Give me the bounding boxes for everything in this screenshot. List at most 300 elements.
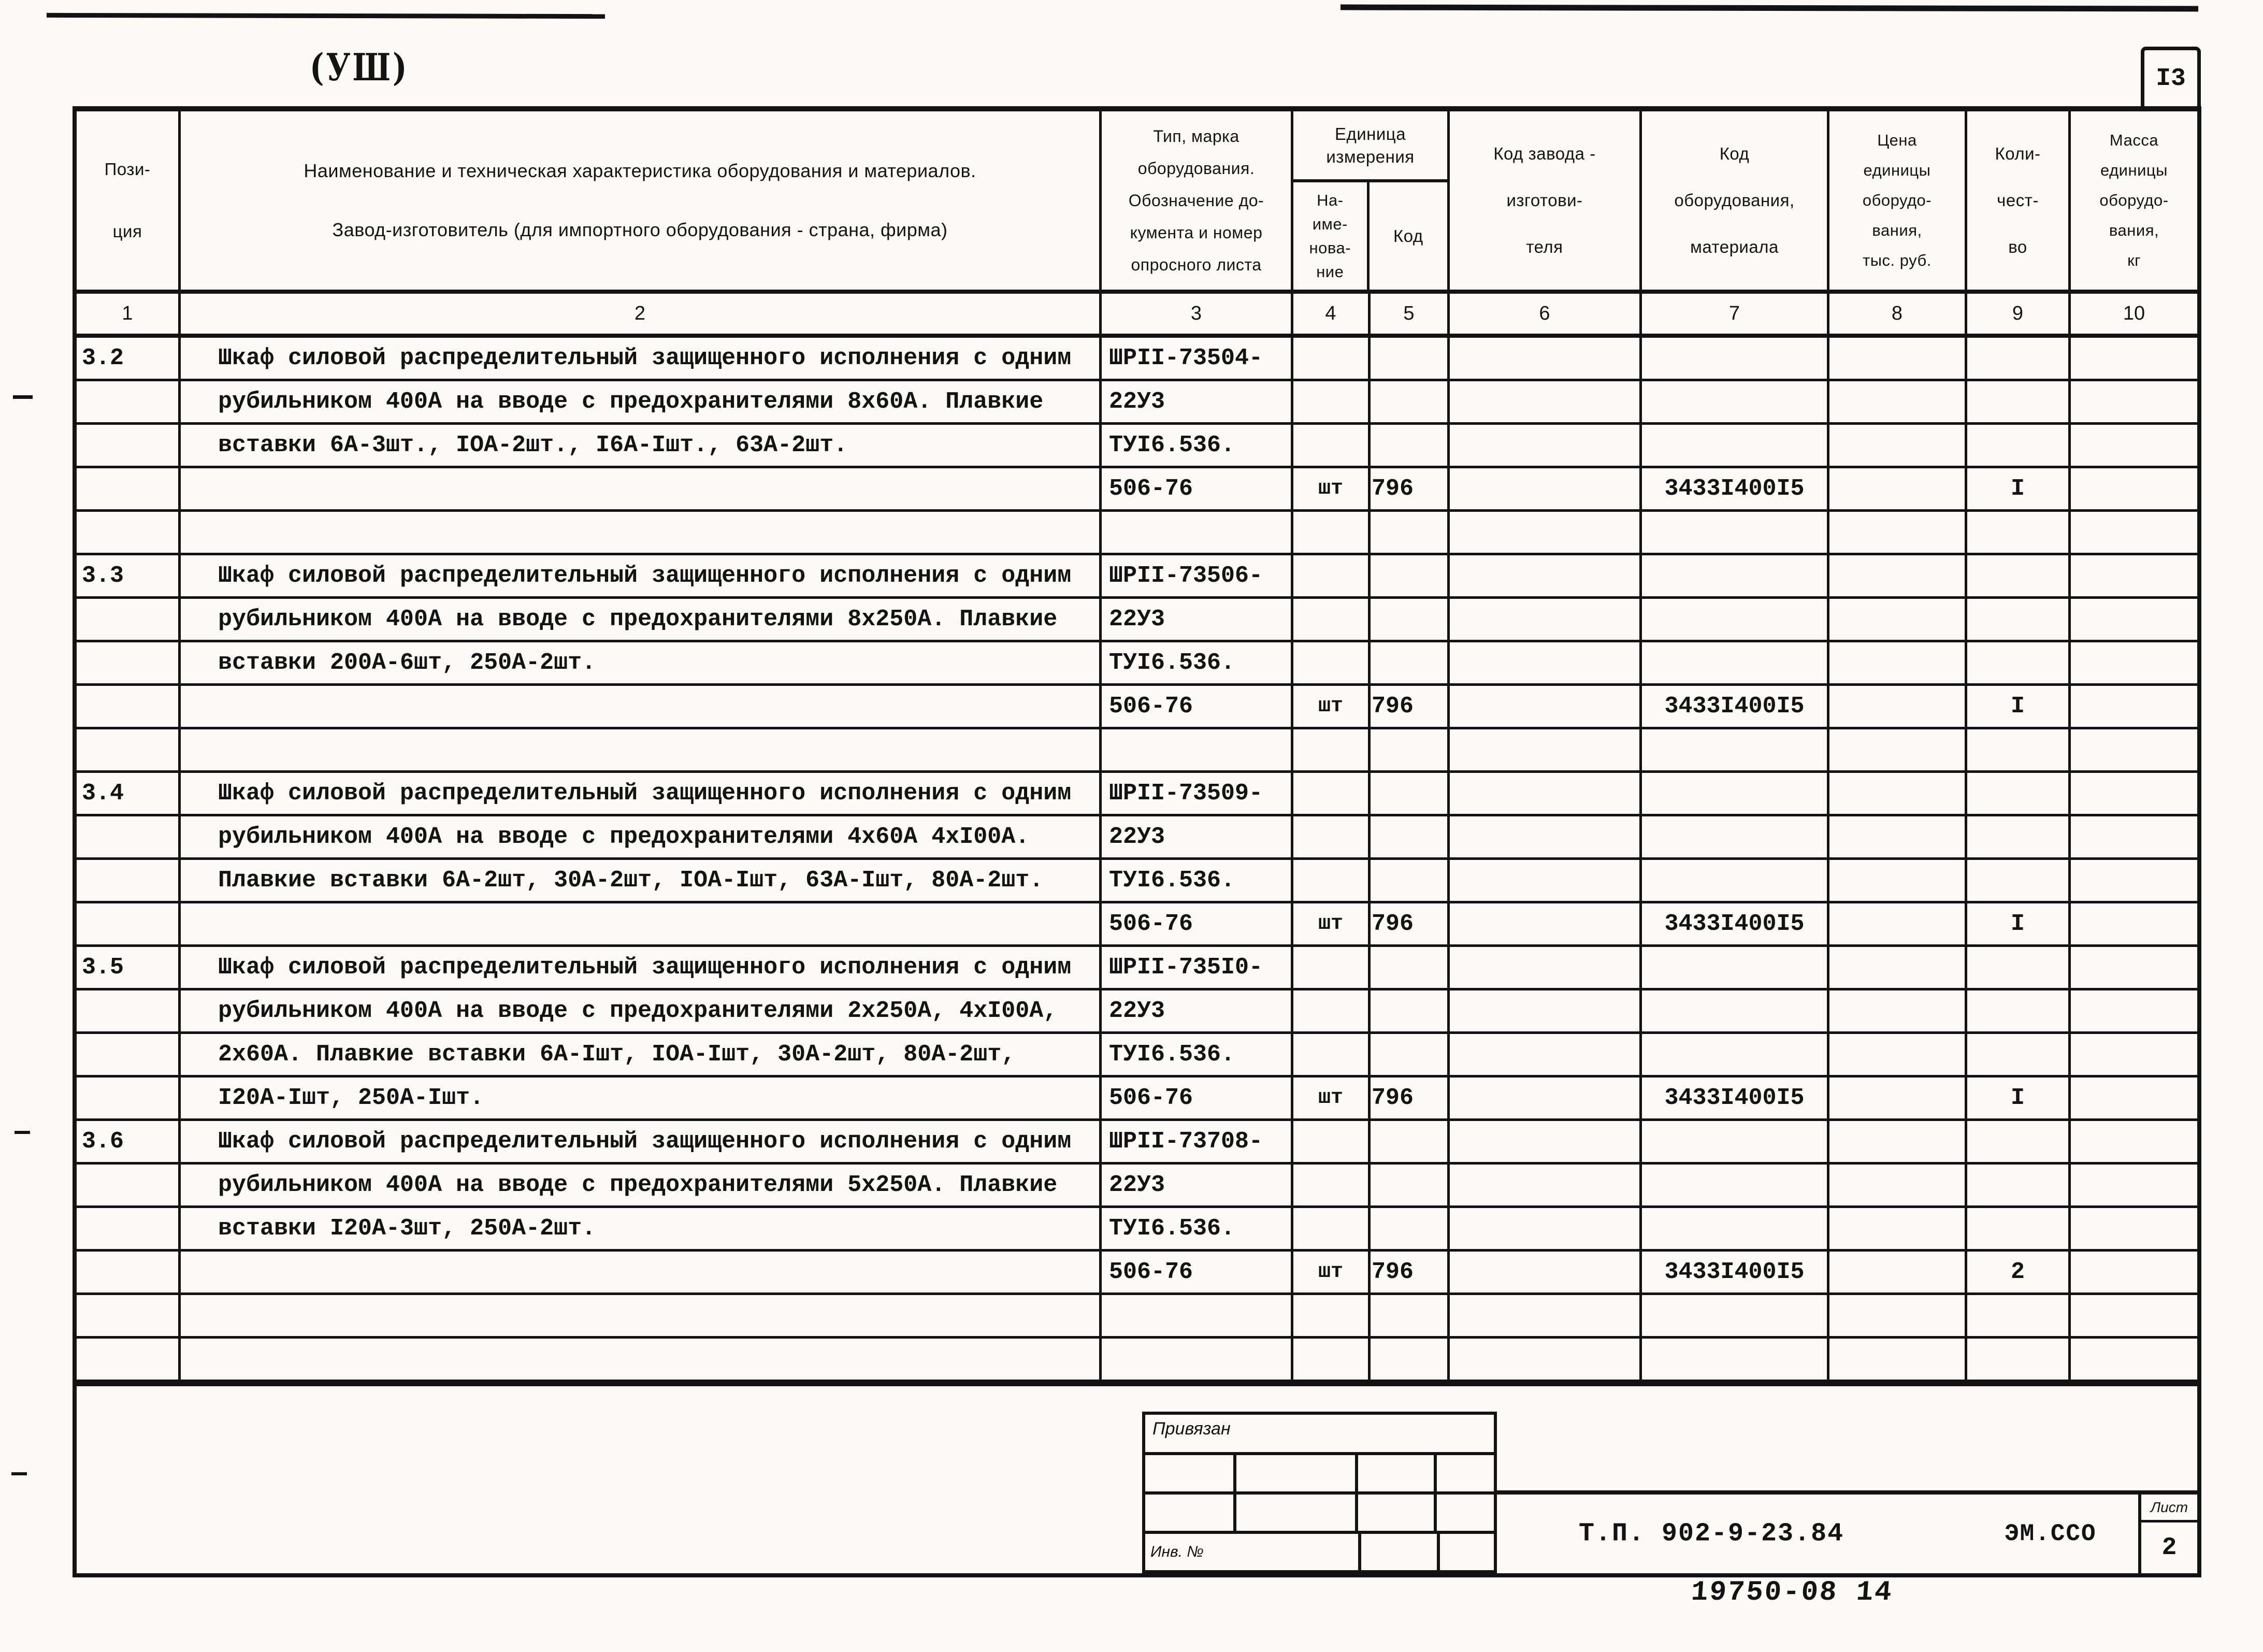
- mass-cell: [2071, 773, 2197, 814]
- column-number: 8: [1829, 294, 1967, 334]
- pos-cell: [77, 990, 181, 1031]
- unit-name-cell: [1293, 599, 1371, 640]
- table-row: [77, 1121, 2197, 1165]
- qty-cell: [1967, 425, 2071, 466]
- equip-code-cell: [1642, 947, 1829, 988]
- column-number: 6: [1450, 294, 1642, 334]
- unit-code-cell: [1371, 990, 1450, 1031]
- name-cell: рубильником 400А на вводе с предохранителями 2х250А, 4хI00А,: [181, 990, 1102, 1031]
- type-cell: [1102, 1339, 1293, 1380]
- price-cell: [1829, 729, 1967, 770]
- type-cell: ТУI6.536.: [1102, 425, 1293, 466]
- plant-code-cell: [1450, 512, 1642, 553]
- table-row: [77, 381, 2197, 425]
- name-cell: [181, 1339, 1102, 1380]
- equip-code-cell: [1642, 1034, 1829, 1075]
- mass-cell: [2071, 1078, 2197, 1118]
- mass-cell: [2071, 816, 2197, 857]
- price-cell: [1829, 773, 1967, 814]
- unit-code-cell: [1371, 1034, 1450, 1075]
- unit-name-cell: [1293, 512, 1371, 553]
- equipment-specification-table: [73, 106, 2201, 1577]
- name-cell: [181, 1295, 1102, 1336]
- type-cell: [1102, 512, 1293, 553]
- qty-cell: [1967, 338, 2071, 379]
- mass-cell: [2071, 903, 2197, 944]
- mass-cell: [2071, 1034, 2197, 1075]
- type-cell: ШРII-73708-: [1102, 1121, 1293, 1162]
- unit-name-cell: [1293, 729, 1371, 770]
- unit-name-cell: [1293, 816, 1371, 857]
- price-cell: [1829, 1339, 1967, 1380]
- equip-code-cell: [1642, 338, 1829, 379]
- price-cell: [1829, 1295, 1967, 1336]
- table-row: [77, 1208, 2197, 1252]
- plant-code-cell: [1450, 816, 1642, 857]
- equip-code-cell: 3433I400I5: [1642, 1252, 1829, 1292]
- equip-code-cell: [1642, 1339, 1829, 1380]
- unit-name-cell: [1293, 642, 1371, 683]
- unit-code-cell: [1371, 599, 1450, 640]
- header-unit-mass: Масса единицы оборудо- вания, кг: [2099, 131, 2169, 269]
- archive-stamp: 19750-08 14: [1690, 1577, 1894, 1608]
- plant-code-cell: [1450, 1165, 1642, 1205]
- page-number: I3: [2156, 65, 2186, 93]
- top-right-rule: [1340, 5, 2198, 12]
- price-cell: [1829, 1252, 1967, 1292]
- price-cell: [1829, 1034, 1967, 1075]
- type-cell: ШРII-73509-: [1102, 773, 1293, 814]
- pos-cell: 3.4: [77, 773, 181, 814]
- mass-cell: [2071, 512, 2197, 553]
- type-cell: 22У3: [1102, 599, 1293, 640]
- column-number: 2: [181, 294, 1102, 334]
- qty-cell: [1967, 1339, 2071, 1380]
- plant-code-cell: [1450, 729, 1642, 770]
- pos-cell: 3.2: [77, 338, 181, 379]
- attachment-grid-row: [1145, 1455, 1494, 1495]
- pos-cell: [77, 1295, 181, 1336]
- unit-name-cell: [1293, 947, 1371, 988]
- qty-cell: [1967, 381, 2071, 422]
- unit-name-cell: шт: [1293, 903, 1371, 944]
- price-cell: [1829, 860, 1967, 901]
- type-cell: 506-76: [1102, 468, 1293, 509]
- equip-code-cell: [1642, 860, 1829, 901]
- equip-code-cell: [1642, 1295, 1829, 1336]
- table-row: [77, 338, 2197, 381]
- unit-code-cell: [1371, 512, 1450, 553]
- unit-code-cell: [1371, 773, 1450, 814]
- top-left-rule: [47, 13, 605, 19]
- unit-code-cell: [1371, 860, 1450, 901]
- pos-cell: [77, 860, 181, 901]
- type-cell: ШРII-73506-: [1102, 555, 1293, 596]
- plant-code-cell: [1450, 1208, 1642, 1249]
- unit-name-cell: [1293, 425, 1371, 466]
- table-row: [77, 990, 2197, 1034]
- plant-code-cell: [1450, 468, 1642, 509]
- name-cell: [181, 468, 1102, 509]
- column-number: 9: [1967, 294, 2071, 334]
- type-cell: ШРII-735I0-: [1102, 947, 1293, 988]
- unit-code-cell: [1371, 338, 1450, 379]
- mass-cell: [2071, 555, 2197, 596]
- table-header-row: [77, 111, 2197, 294]
- unit-code-cell: [1371, 1121, 1450, 1162]
- header-quantity: Коли- чест- во: [1967, 111, 2071, 290]
- title-block-zone: [77, 1382, 2197, 1573]
- pos-cell: 3.3: [77, 555, 181, 596]
- price-cell: [1829, 990, 1967, 1031]
- mass-cell: [2071, 1252, 2197, 1292]
- pos-cell: [77, 425, 181, 466]
- equip-code-cell: [1642, 773, 1829, 814]
- price-cell: [1829, 555, 1967, 596]
- plant-code-cell: [1450, 599, 1642, 640]
- price-cell: [1829, 642, 1967, 683]
- plant-code-cell: [1450, 425, 1642, 466]
- name-cell: Шкаф силовой распределительный защищенного исполнения с одним: [181, 555, 1102, 596]
- mass-cell: [2071, 1339, 2197, 1380]
- name-cell: I20А-Iшт, 250А-Iшт.: [181, 1078, 1102, 1118]
- equip-code-cell: [1642, 1121, 1829, 1162]
- mass-cell: [2071, 1121, 2197, 1162]
- qty-cell: [1967, 599, 2071, 640]
- plant-code-cell: [1450, 990, 1642, 1031]
- equip-code-cell: 3433I400I5: [1642, 903, 1829, 944]
- equip-code-cell: [1642, 1165, 1829, 1205]
- table-row: [77, 1252, 2197, 1295]
- qty-cell: [1967, 990, 2071, 1031]
- price-cell: [1829, 425, 1967, 466]
- mass-cell: [2071, 1208, 2197, 1249]
- mass-cell: [2071, 338, 2197, 379]
- margin-mark: [11, 1472, 27, 1475]
- header-unit-name: На- име- нова- ние: [1293, 182, 1370, 290]
- unit-code-cell: [1371, 381, 1450, 422]
- table-row: [77, 686, 2197, 729]
- plant-code-cell: [1450, 1339, 1642, 1380]
- pos-cell: [77, 381, 181, 422]
- header-name: Наименование и техническая характеристика оборудования и материалов. Завод-изготовитель (для импортного оборудования - страна, фирма): [181, 111, 1102, 290]
- unit-name-cell: [1293, 1165, 1371, 1205]
- attachment-grid-row: [1145, 1534, 1494, 1570]
- unit-code-cell: 796: [1371, 468, 1450, 509]
- price-cell: [1829, 468, 1967, 509]
- unit-code-cell: [1371, 555, 1450, 596]
- column-number: 10: [2123, 303, 2145, 324]
- column-number: 4: [1293, 294, 1371, 334]
- table-row: [77, 947, 2197, 990]
- qty-cell: [1967, 1165, 2071, 1205]
- name-cell: Шкаф силовой распределительный защищенного исполнения с одним: [181, 947, 1102, 988]
- pos-cell: [77, 816, 181, 857]
- qty-cell: [1967, 642, 2071, 683]
- table-row: [77, 555, 2197, 599]
- unit-code-cell: [1371, 816, 1450, 857]
- name-cell: вставки 200А-6шт, 250А-2шт.: [181, 642, 1102, 683]
- pos-cell: [77, 1208, 181, 1249]
- pos-cell: [77, 468, 181, 509]
- mass-cell: [2071, 729, 2197, 770]
- equip-code-cell: [1642, 990, 1829, 1031]
- table-row: [77, 1295, 2197, 1339]
- price-cell: [1829, 686, 1967, 727]
- attachment-grid-row: [1145, 1495, 1494, 1534]
- mass-cell: [2071, 468, 2197, 509]
- name-cell: [181, 729, 1102, 770]
- unit-code-cell: [1371, 1339, 1450, 1380]
- price-cell: [1829, 338, 1967, 379]
- type-cell: 22У3: [1102, 381, 1293, 422]
- header-plant-code: Код завода - изготови- теля: [1450, 111, 1642, 290]
- price-cell: [1829, 947, 1967, 988]
- equip-code-cell: [1642, 512, 1829, 553]
- equip-code-cell: [1642, 599, 1829, 640]
- qty-cell: I: [1967, 1078, 2071, 1118]
- unit-code-cell: [1371, 1165, 1450, 1205]
- qty-cell: [1967, 860, 2071, 901]
- name-cell: Шкаф силовой распределительный защищенного исполнения с одним: [181, 338, 1102, 379]
- table-row: [77, 1078, 2197, 1121]
- table-row: [77, 512, 2197, 555]
- header-position: Пози- ция: [77, 111, 181, 290]
- mass-cell: [2071, 686, 2197, 727]
- unit-code-cell: 796: [1371, 1078, 1450, 1118]
- unit-name-cell: шт: [1293, 686, 1371, 727]
- equip-code-cell: 3433I400I5: [1642, 1078, 1829, 1118]
- plant-code-cell: [1450, 1121, 1642, 1162]
- type-cell: ТУI6.536.: [1102, 642, 1293, 683]
- name-cell: [181, 903, 1102, 944]
- qty-cell: 2: [1967, 1252, 2071, 1292]
- price-cell: [1829, 1121, 1967, 1162]
- attachment-block: [1142, 1412, 1497, 1573]
- unit-code-cell: [1371, 642, 1450, 683]
- price-cell: [1829, 903, 1967, 944]
- plant-code-cell: [1450, 860, 1642, 901]
- plant-code-cell: [1450, 642, 1642, 683]
- plant-code-cell: [1450, 1295, 1642, 1336]
- pos-cell: 3.6: [77, 1121, 181, 1162]
- type-cell: [1102, 1295, 1293, 1336]
- document-code: Т.П. 902-9-23.84: [1579, 1519, 1844, 1549]
- name-cell: Плавкие вставки 6А-2шт, 30А-2шт, IОА-Iшт, 63А-Iшт, 80А-2шт.: [181, 860, 1102, 901]
- unit-name-cell: [1293, 1339, 1371, 1380]
- qty-cell: [1967, 1208, 2071, 1249]
- plant-code-cell: [1450, 1078, 1642, 1118]
- mass-cell: [2071, 642, 2197, 683]
- qty-cell: [1967, 512, 2071, 553]
- unit-code-cell: [1371, 425, 1450, 466]
- unit-name-cell: шт: [1293, 468, 1371, 509]
- name-cell: рубильником 400А на вводе с предохранителями 5х250А. Плавкие: [181, 1165, 1102, 1205]
- column-number: 3: [1102, 294, 1293, 334]
- plant-code-cell: [1450, 903, 1642, 944]
- equip-code-cell: [1642, 381, 1829, 422]
- mass-cell: [2071, 947, 2197, 988]
- equip-code-cell: 3433I400I5: [1642, 468, 1829, 509]
- table-row: [77, 860, 2197, 903]
- column-number: 7: [1642, 294, 1829, 334]
- unit-name-cell: [1293, 1121, 1371, 1162]
- equip-code-cell: [1642, 729, 1829, 770]
- pos-cell: [77, 903, 181, 944]
- name-cell: Шкаф силовой распределительный защищенного исполнения с одним: [181, 773, 1102, 814]
- margin-mark: [13, 395, 33, 399]
- equip-code-cell: [1642, 642, 1829, 683]
- price-cell: [1829, 599, 1967, 640]
- type-cell: 506-76: [1102, 903, 1293, 944]
- column-numbers-row: [77, 294, 2197, 338]
- type-cell: ТУI6.536.: [1102, 860, 1293, 901]
- pos-cell: [77, 642, 181, 683]
- title-band: [1497, 1490, 2197, 1573]
- page-number-box: [2141, 47, 2201, 111]
- table-row: [77, 1339, 2197, 1382]
- unit-name-cell: [1293, 860, 1371, 901]
- qty-cell: I: [1967, 903, 2071, 944]
- pos-cell: [77, 512, 181, 553]
- price-cell: [1829, 1208, 1967, 1249]
- header-unit-code: Код: [1393, 226, 1423, 246]
- type-cell: 506-76: [1102, 1252, 1293, 1292]
- pos-cell: [77, 1339, 181, 1380]
- equip-code-cell: [1642, 816, 1829, 857]
- unit-code-cell: [1371, 947, 1450, 988]
- unit-name-cell: [1293, 990, 1371, 1031]
- table-row: [77, 642, 2197, 686]
- table-row: [77, 729, 2197, 773]
- price-cell: [1829, 1078, 1967, 1118]
- unit-name-cell: [1293, 773, 1371, 814]
- name-cell: рубильником 400А на вводе с предохранителями 8х250А. Плавкие: [181, 599, 1102, 640]
- name-cell: [181, 1252, 1102, 1292]
- plant-code-cell: [1450, 555, 1642, 596]
- type-cell: 506-76: [1102, 686, 1293, 727]
- unit-name-cell: [1293, 1034, 1371, 1075]
- price-cell: [1829, 512, 1967, 553]
- equip-code-cell: 3433I400I5: [1642, 686, 1829, 727]
- qty-cell: [1967, 1121, 2071, 1162]
- plant-code-cell: [1450, 686, 1642, 727]
- qty-cell: I: [1967, 468, 2071, 509]
- name-cell: [181, 512, 1102, 553]
- unit-name-cell: [1293, 555, 1371, 596]
- column-number: 1: [77, 294, 181, 334]
- pos-cell: [77, 599, 181, 640]
- header-unit-price: Цена единицы оборудо- вания, тыс. руб.: [1829, 111, 1967, 290]
- pos-cell: [77, 1252, 181, 1292]
- pos-cell: [77, 729, 181, 770]
- column-number: 5: [1371, 294, 1450, 334]
- pos-cell: [77, 1078, 181, 1118]
- equip-code-cell: [1642, 425, 1829, 466]
- type-cell: 506-76: [1102, 1078, 1293, 1118]
- sheet-number: 2: [2161, 1534, 2177, 1562]
- unit-code-cell: [1371, 729, 1450, 770]
- pos-cell: 3.5: [77, 947, 181, 988]
- unit-code-cell: 796: [1371, 1252, 1450, 1292]
- sheet-box: [2138, 1495, 2197, 1573]
- table-row: [77, 468, 2197, 512]
- name-cell: 2х60А. Плавкие вставки 6А-Iшт, IОА-Iшт, 30А-2шт, 80А-2шт,: [181, 1034, 1102, 1075]
- mass-cell: [2071, 425, 2197, 466]
- header-type-mark: Тип, марка оборудования. Обозначение до- кумента и номер опросного листа: [1102, 111, 1293, 290]
- unit-name-cell: шт: [1293, 1252, 1371, 1292]
- sheet-label: Лист: [2141, 1495, 2197, 1522]
- name-cell: рубильником 400А на вводе с предохранителями 4х60А 4хI00А.: [181, 816, 1102, 857]
- type-cell: ТУI6.536.: [1102, 1208, 1293, 1249]
- plant-code-cell: [1450, 773, 1642, 814]
- type-cell: ТУI6.536.: [1102, 1034, 1293, 1075]
- mass-cell: [2071, 990, 2197, 1031]
- inventory-number-label: Инв. №: [1145, 1534, 1361, 1570]
- pos-cell: [77, 686, 181, 727]
- name-cell: вставки 6А-3шт., IОА-2шт., I6А-Iшт., 63А-2шт.: [181, 425, 1102, 466]
- unit-code-cell: 796: [1371, 903, 1450, 944]
- plant-code-cell: [1450, 1034, 1642, 1075]
- plant-code-cell: [1450, 338, 1642, 379]
- mass-cell: [2071, 599, 2197, 640]
- qty-cell: [1967, 1295, 2071, 1336]
- org-code: ЭМ.ССО: [2005, 1520, 2097, 1547]
- name-cell: вставки I20А-3шт, 250А-2шт.: [181, 1208, 1102, 1249]
- qty-cell: [1967, 773, 2071, 814]
- equip-code-cell: [1642, 1208, 1829, 1249]
- section-mark: (УШ): [310, 45, 409, 90]
- mass-cell: [2071, 1295, 2197, 1336]
- table-row: [77, 773, 2197, 816]
- name-cell: рубильником 400А на вводе с предохранителями 8х60А. Плавкие: [181, 381, 1102, 422]
- unit-code-cell: [1371, 1208, 1450, 1249]
- type-cell: 22У3: [1102, 990, 1293, 1031]
- header-unit-group: [1293, 111, 1450, 290]
- qty-cell: I: [1967, 686, 2071, 727]
- plant-code-cell: [1450, 947, 1642, 988]
- table-row: [77, 599, 2197, 642]
- unit-code-cell: 796: [1371, 686, 1450, 727]
- unit-name-cell: [1293, 1295, 1371, 1336]
- mass-cell: [2071, 1165, 2197, 1205]
- unit-name-cell: шт: [1293, 1078, 1371, 1118]
- qty-cell: [1967, 729, 2071, 770]
- unit-name-cell: [1293, 1208, 1371, 1249]
- header-equipment-code: Код оборудования, материала: [1642, 111, 1829, 290]
- mass-cell: [2071, 860, 2197, 901]
- type-cell: [1102, 729, 1293, 770]
- equip-code-cell: [1642, 555, 1829, 596]
- unit-name-cell: [1293, 381, 1371, 422]
- table-row: [77, 903, 2197, 947]
- price-cell: [1829, 816, 1967, 857]
- qty-cell: [1967, 555, 2071, 596]
- type-cell: 22У3: [1102, 1165, 1293, 1205]
- unit-name-cell: [1293, 338, 1371, 379]
- qty-cell: [1967, 947, 2071, 988]
- name-cell: [181, 686, 1102, 727]
- table-body: [77, 338, 2197, 1382]
- plant-code-cell: [1450, 381, 1642, 422]
- pos-cell: [77, 1034, 181, 1075]
- type-cell: 22У3: [1102, 816, 1293, 857]
- mass-cell: [2071, 381, 2197, 422]
- unit-code-cell: [1371, 1295, 1450, 1336]
- table-row: [77, 1165, 2197, 1208]
- type-cell: ШРII-73504-: [1102, 338, 1293, 379]
- attachment-label: Привязан: [1145, 1415, 1494, 1455]
